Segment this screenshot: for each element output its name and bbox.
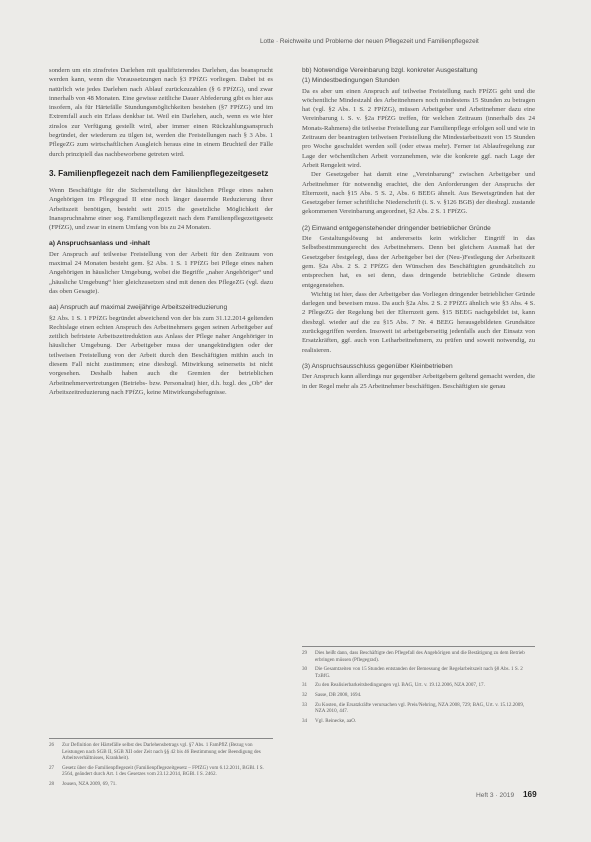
footnote: 30 Die Gesamtzeiten von 15 Stunden entstanden der Bemessung der Regelarbeitszeit nach §8 Abs. 1 S. 2 TzBfG. — [302, 666, 523, 679]
sub-subsection-heading: (3) Anspruchsausschluss gegenüber Kleinbetrieben — [302, 362, 453, 370]
paragraph: Der Anspruch auf teilweise Freistellung von der Arbeit für den Zeitraum von maximal 24 Monaten besteht gem. §2 Abs. 1 S. 1 FPfZG bei Pflege eines nahen Angehörigen in häuslicher Umgebung, wobei die Begriffe „naher Angehöriger“ und „häusliche Umgebung“ hier gleichzusetzen sind mit denen des PflegeZG (vgl. dazu das oben Gesagte). — [49, 250, 273, 295]
page-footer — [476, 790, 537, 799]
paragraph: Wichtig ist hier, dass der Arbeitgeber das Vorliegen dringender betrieblicher Gründe darlegen und beweisen muss. Da auch §2a Abs. 2 S. 2 FPfZG ähnlich wie §3 Abs. 4 S. 2 PflegeZG der Regelung bei der Elternzeit gem. §15 BEEG nachgebildet ist, kann diesbzgl. wieder auf die zu §15 Abs. 7 Nr. 4 BEEG herausgebildeten Grundsätze zurückgegriffen werden. Insoweit ist arbeitgeberseitig jedenfalls auch der Einsatz von Ersatzkräften, ggf. auch von Leiharbeitnehmern, zu prüfen und soweit notwendig, zu realisieren. — [302, 290, 535, 354]
footnote: 32 Sasse, DB 2008, 1694. — [302, 691, 362, 698]
paragraph: Da es aber um einen Anspruch auf teilweise Freistellung nach FPfZG geht und die wöchentliche Mindestzahl des Arbeitnehmers noch mindestens 15 Stunden zu betragen hat (vgl. §2 Abs. 1 S. 2 FPfZG), müssen Arbeitgeber und Arbeitnehmer dazu eine Vereinbarung i. S. v. §2a FPfZG treffen, für welchen Zeitraum (innerhalb des 24 Monats-Rahmens) die teilweise Freistellung zur Familienpflege erfolgen soll und wie in Zeitraum der beantragten teilweisen Freistellung die Mindestarbeitszeit von 15 Stunden pro Woche geschuldet werden soll (oder etwas mehr). Ferner ist Ablaufregelung zur Lage der wöchentlichen Arbeit vorzunehmen, wie die konkrete ggf. nach Lage der Arbeit Rengeleit wird. — [302, 87, 535, 169]
footnote: 28 Jousen, NZA 2009, 69, 71. — [49, 780, 117, 787]
footnotes-left — [49, 738, 273, 791]
subsection-heading: a) Anspruchsanlass und -inhalt — [49, 240, 150, 248]
right-column — [302, 66, 535, 391]
paragraph: Der Anspruch kann allerdings nur gegenüber Arbeitgebern geltend gemacht werden, die in der Regel mehr als 25 Arbeitnehmer beschäftigen. Beschäftigten sie genau — [302, 373, 535, 390]
paragraph: §2 Abs. 1 S. 1 FPfZG begründet abweichend von der bis zum 31.12.2014 geltenden Rechtslage einen echten Anspruch des Arbeitnehmers gegen seinen Arbeitgeber auf zeitlich befristete Arbeitszeitreduktion aus Anlass der Pflege naher Angehöriger in häuslicher Umgebung. Der Arbeitgeber muss der unangekündigten oder der teilweisen Freistellung von der Arbeit durch den Beschäftigten mithin auch in diesem Fall nicht zustimmen; eine diesbzgl. Mitwirkung seinerseits ist nicht vorgesehen. Deshalb haben auch die Gremien der betrieblichen Arbeitnehmervertretungen (Betriebs- bzw. Personalrat) hier, d.h. bzgl. des „Ob“ der Arbeitszeitreduzierung nach FPfZG, keine Mitwirkungsbefugnisse. — [49, 314, 273, 396]
paragraph: Wenn Beschäftigte für die Sicherstellung der häuslichen Pflege eines nahen Angehörigen im Pflegegrad II eine noch länger dauernde Reduzierung ihrer Arbeitszeit benötigen, besteht seit 2015 die gesetzliche Möglichkeit der Inanspruchnahme einer sog. Familienpflegezeit nach dem Familienpflegezeitgesetz (FPfZG), und zwar in einem Umfang von bis zu 24 Monaten. — [49, 186, 273, 232]
issue-label: Heft 3 · 2019 — [476, 792, 515, 799]
running-header: Lotte · Reichweite und Probleme der neuen Pflegezeit und Familienpflegezeit — [260, 38, 479, 45]
footnotes-right — [302, 646, 535, 727]
footnote: 29 Dies heißt dann, dass Beschäftigte den Pflegefall des Angehörigen und die Bestätigung zu dem Betrieb erbringen müssen (Pflegegrad). — [302, 650, 525, 663]
left-column — [49, 66, 273, 397]
sub-subsection-heading: (1) Mindestbedingungen Stunden — [302, 77, 400, 85]
sub-subsection-heading: bb) Notwendige Vereinbarung bzgl. konkreter Ausgestaltung — [302, 67, 478, 74]
sub-subsection-heading: aa) Anspruch auf maximal zweijährige Arbeitszeitreduzierung — [49, 304, 228, 312]
section-heading: 3. Familienpflegezeit nach dem Familienpflegezeitgesetz — [49, 168, 269, 178]
sub-subsection-heading: (2) Einwand entgegenstehender dringender betrieblicher Gründe — [302, 224, 491, 232]
footnote: 31 Zu den Realisierbarkeitsbedingungen vgl. BAG, Urt. v. 19.12.2006, NZA 2007, 17. — [302, 682, 485, 689]
page-number: 169 — [522, 790, 537, 799]
footnote: 27 Gesetz über die Familienpflegezeit (Familienpflegezeitgesetz – FPfZG) vom 6.12.2011, BGBl. I S. 2564, geändert durch Art. 1 des Gesetzes vom 23.12.2014, BGBl. I S. 2462. — [49, 764, 264, 778]
paragraph: sondern um ein zinsfreies Darlehen mit qualifizierendes Darlehen, das beansprucht werden kann, wenn die Voraussetzungen nach §3 FPfZG vorliegen. Dabei ist es natürlich wie jedes Darlehen nach Ablauf zurückzuzahlen (§ 6 FPfZG), und zwar innerhalb von 48 Monaten. Eine gewisse zeitliche Dauer Abfederung gibt es hier aus insofern, als für Härtefälle Stundungsmöglichkeiten bestehen (§7 FPfZG) und im Extremfall auch ein Erlass denkbar ist. Weil ein Darlehen, auch, wenn es wie hier zinslos zur Verfügung gestellt wird, aber immer einen Rückzahlungsanspruch begründet, der wiederum zu tilgen ist, werden die Freistellungen nach § 3 Abs. 1 PflegeZG zum wirtschaftlichen Ausgleich heraus eine in einem Bruchteil der Fälle durch prinzipiell das nachbeworbene getreten wird. — [49, 67, 273, 158]
paragraph: Der Gesetzgeber hat damit eine „Vereinbarung“ zwischen Arbeitgeber und Arbeitnehmer für notwendig erachtet, die den Anforderungen der Anspruchs der Elternzeit, nach §15 Abs. 5 S. 2, Abs. 6 BEEG ähnelt. Aus Beweisgründen hat der Gesetzgeber ferner schriftliche Niederschrift (i. S. v. §126 BGB) der diesbzgl. zustande gekommenen Vereinbarung angeordnet, §2 Abs. 2 S. 1 FPfZG. — [302, 171, 535, 216]
paragraph: Die Gestaltungslösung ist andererseits kein wirklicher Eingriff in das Selbstbestimmungsrecht des Arbeitnehmers. Denn bei gleichem Ausmaß hat der Gesetzgeber festgelegt, dass der Arbeitgeber bei der (Neu-)Festlegung der Arbeitszeit gem. §2a Abs. 2 S. 2 FPfZG den Wünschen des Beschäftigten grundsätzlich zu entsprechen hat, es sei denn, dass dringende betriebliche Gründe diesem entgegenstehen. — [302, 235, 535, 289]
footnote: 26 Zur Definition der Härtefälle selbst des Darlehensbetrags vgl. §7 Abs. 1 FamPflZ (Bezug von Leistungen nach SGB II, SGB XII oder Zeit nach §§ 42 bis 46 Bestimmung oder Beendigung des Arbeitsverhältnisses, Krankheit). — [49, 742, 261, 762]
footnote: 34 Vgl. Reinecke, aaO. — [302, 717, 357, 724]
footnote: 33 Zu Kosten, die Ersatzkräfte verursachen vgl. Preis/Nehring, NZA 2008, 729; BAG, Urt. v. 15.12.2009, NZA 2010, 447. — [302, 701, 525, 715]
